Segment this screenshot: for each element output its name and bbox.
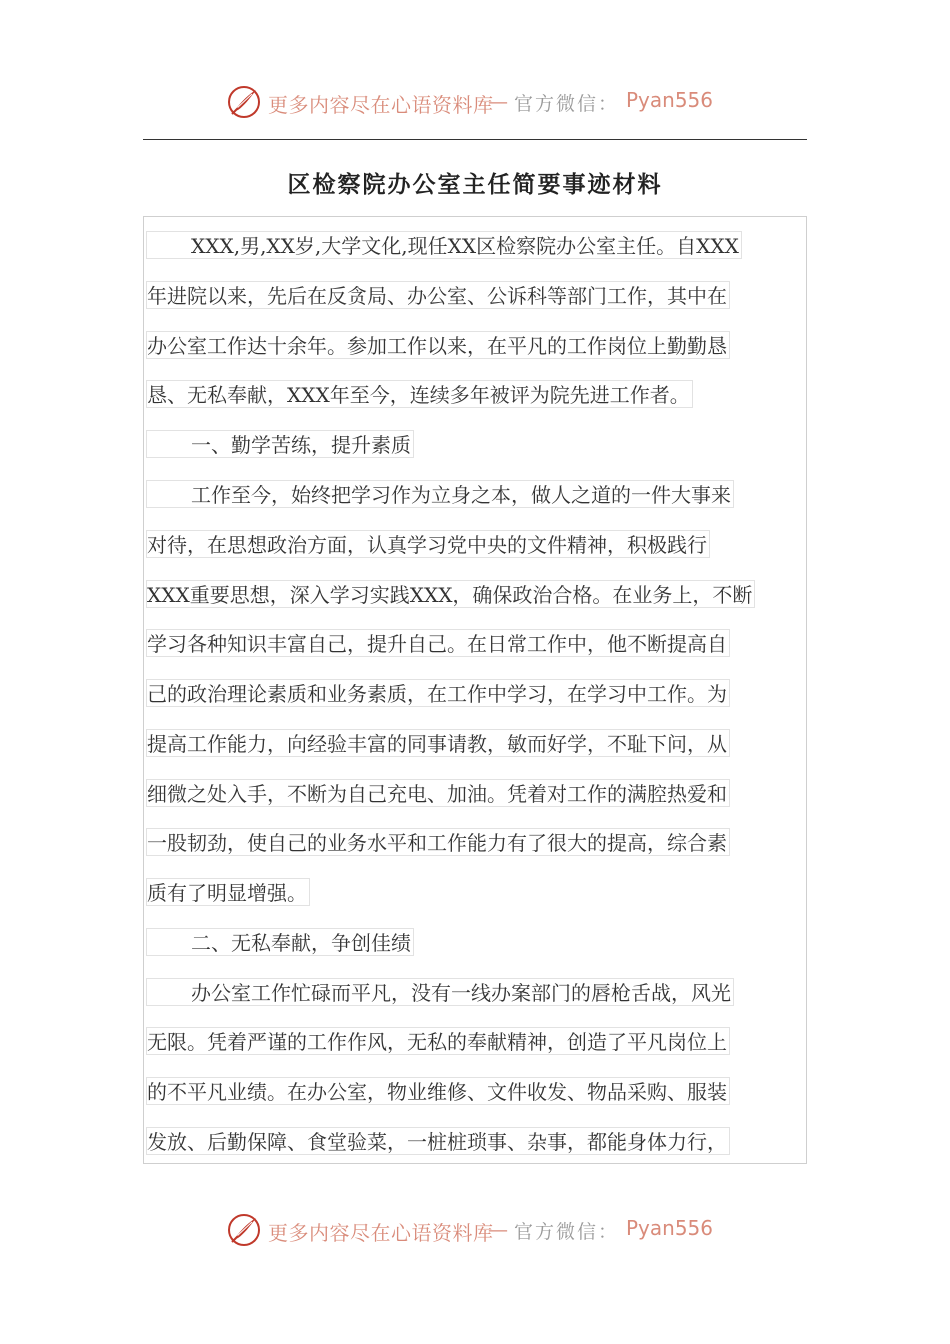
body-line: 质有了明显增强。 [146,878,310,906]
body-line: 对待，在思想政治方面，认真学习党中央的文件精神，积极践行 [146,530,710,558]
body-line: 无限。凭着严谨的工作作风，无私的奉献精神，创造了平凡岗位上 [146,1027,730,1055]
footer-banner [0,1210,950,1250]
body-line: 己的政治理论素质和业务素质，在工作中学习，在学习中工作。为 [146,679,730,707]
body-line: 学习各种知识丰富自己，提升自己。在日常工作中，他不断提高自 [146,629,730,657]
body-line: 办公室工作达十余年。参加工作以来，在平凡的工作岗位上勤勤恳 [146,331,730,359]
document-title: 区检察院办公室主任简要事迹材料 [287,172,663,198]
banner-brand-text: 更多内容尽在心语资料库 [268,93,494,117]
banner-wechat-handle: Pyan556 [626,88,714,112]
body-line: XXX,男,XX岁,大学文化,现任XX区检察院办公室主任。自XXX [146,231,742,259]
banner-brand-text: 更多内容尽在心语资料库 [268,1221,494,1245]
banner-dash: — [488,1217,508,1241]
body-line: 的不平凡业绩。在办公室，物业维修、文件收发、物品采购、服装 [146,1077,730,1105]
body-line: 恳、无私奉献，XXX年至今，连续多年被评为院先进工作者。 [146,380,693,408]
body-line: 发放、后勤保障、食堂验菜，一桩桩琐事、杂事，都能身体力行， [146,1127,730,1155]
body-line: 工作至今，始终把学习作为立身之本，做人之道的一件大事来 [146,480,734,508]
body-line: XXX重要思想，深入学习实践XXX，确保政治合格。在业务上，不断 [146,580,755,608]
section-heading-2: 二、无私奉献，争创佳绩 [146,928,414,956]
body-line: 一股韧劲，使自己的业务水平和工作能力有了很大的提高，综合素 [146,828,730,856]
banner-wechat-handle: Pyan556 [626,1216,714,1240]
feather-pen-logo-icon [226,84,262,120]
banner-wechat-label: 官方微信： [514,93,620,115]
body-line: 办公室工作忙碌而平凡，没有一线办案部门的唇枪舌战，风光 [146,978,734,1006]
body-line: 提高工作能力，向经验丰富的同事请教，敏而好学，不耻下问，从 [146,729,730,757]
banner-dash: — [488,89,508,113]
banner-wechat-label: 官方微信： [514,1221,620,1243]
header-divider [143,139,807,140]
body-line: 细微之处入手，不断为自己充电、加油。凭着对工作的满腔热爱和 [146,779,730,807]
feather-pen-logo-icon [226,1212,262,1248]
header-banner [0,82,950,122]
section-heading-1: 一、勤学苦练，提升素质 [146,430,414,458]
body-line: 年进院以来，先后在反贪局、办公室、公诉科等部门工作，其中在 [146,281,730,309]
